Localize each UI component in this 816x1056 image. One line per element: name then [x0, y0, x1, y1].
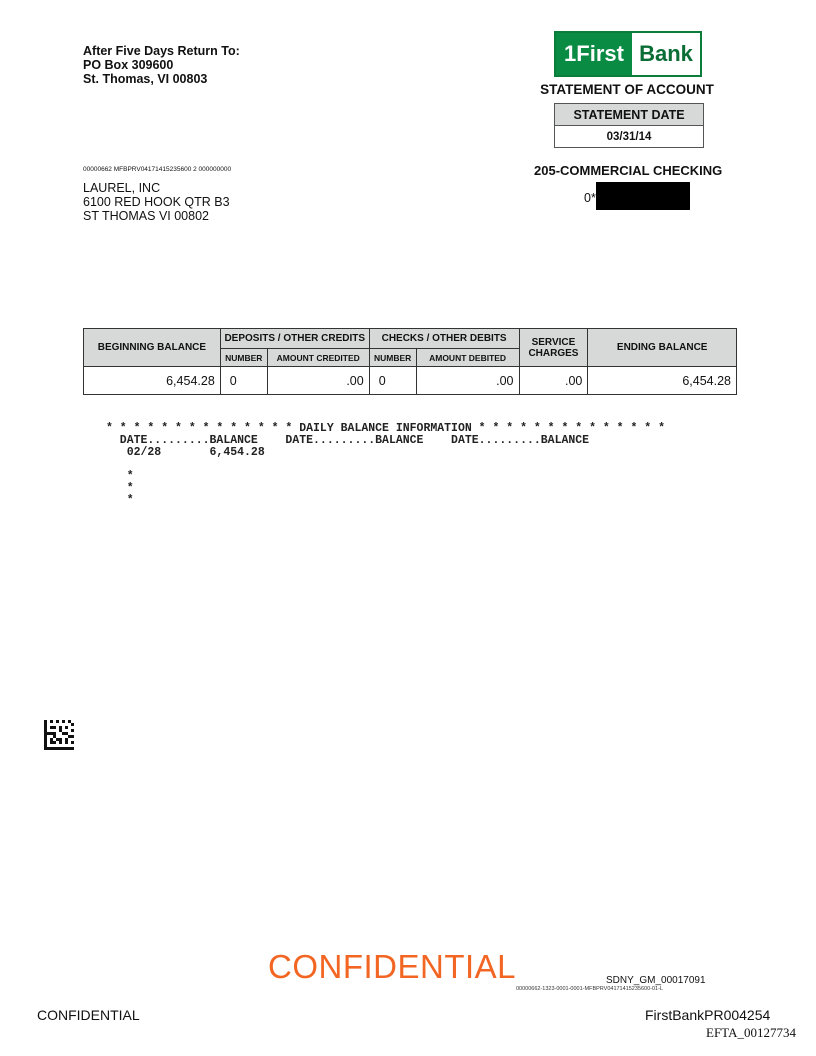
statement-date-box	[554, 103, 704, 148]
service-header-line2: CHARGES	[528, 347, 579, 359]
daily-balance-header: DATE.........BALANCE DATE.........BALANCE DATE.........BALANCE	[106, 434, 590, 447]
daily-balance-star: *	[106, 482, 134, 495]
redaction-box	[596, 182, 690, 210]
statement-title: STATEMENT OF ACCOUNT	[540, 82, 714, 97]
deposits-number-header: NUMBER	[220, 349, 267, 367]
daily-balance-star: *	[106, 470, 134, 483]
amount-credited-value: .00	[267, 367, 369, 395]
footer-confidential: CONFIDENTIAL	[37, 1007, 140, 1023]
amount-debited-value: .00	[416, 367, 519, 395]
checks-number-value: 0	[369, 367, 416, 395]
customer-street: 6100 RED HOOK QTR B3	[83, 195, 230, 209]
return-address-line3: St. Thomas, VI 00803	[83, 72, 208, 86]
return-address	[83, 44, 240, 86]
daily-balance-section	[106, 423, 665, 507]
beginning-balance-value: 6,454.28	[84, 367, 221, 395]
daily-balance-star: *	[106, 494, 134, 507]
customer-name: LAUREL, INC	[83, 181, 161, 195]
return-address-line1: After Five Days Return To:	[83, 44, 240, 58]
ending-balance-header: ENDING BALANCE	[588, 329, 737, 367]
confidential-stamp: CONFIDENTIAL	[268, 948, 517, 985]
mailing-code: 00000662 MFBPRV04171415235600 2 000000000	[83, 166, 232, 173]
deposits-number-value: 0	[220, 367, 267, 395]
bates-number: SDNY_GM_00017091	[606, 975, 706, 986]
checks-number-header: NUMBER	[369, 349, 416, 367]
daily-balance-spacer	[106, 459, 665, 471]
daily-balance-banner: * * * * * * * * * * * * * * DAILY BALANCE INFORMATION * * * * * * * * * * * * * *	[106, 422, 665, 435]
datamatrix-barcode-icon	[44, 720, 74, 750]
statement-date-value: 03/31/14	[606, 131, 652, 143]
daily-balance-row: 02/28 6,454.28	[106, 446, 265, 459]
footer-document-id: FirstBankPR004254	[645, 1007, 771, 1023]
ending-balance-value: 6,454.28	[588, 367, 737, 395]
logo-bank-text: Bank	[632, 33, 700, 75]
account-number-prefix: 0*	[584, 191, 596, 205]
bank-logo	[554, 31, 702, 77]
bates-sub-code: 00000662-1323-0001-0001-MFBPRV04171415235600-01-L	[516, 986, 663, 992]
service-header-line1: SERVICE	[531, 336, 576, 348]
service-charges-header	[519, 329, 588, 367]
service-charges-value: .00	[519, 367, 588, 395]
deposits-header: DEPOSITS / OTHER CREDITS	[220, 329, 369, 349]
account-summary-table	[83, 328, 737, 395]
return-address-line2: PO Box 309600	[83, 58, 174, 72]
account-type: 205-COMMERCIAL CHECKING	[534, 163, 723, 178]
checks-header: CHECKS / OTHER DEBITS	[369, 329, 519, 349]
logo-first-text: 1First	[556, 33, 632, 75]
customer-address	[83, 181, 230, 223]
amount-credited-header: AMOUNT CREDITED	[267, 349, 369, 367]
beginning-balance-header: BEGINNING BALANCE	[84, 329, 221, 367]
customer-city: ST THOMAS VI 00802	[83, 209, 209, 223]
statement-date-label: STATEMENT DATE	[555, 104, 703, 126]
footer-efta-id: EFTA_00127734	[706, 1025, 796, 1040]
amount-debited-header: AMOUNT DEBITED	[416, 349, 519, 367]
